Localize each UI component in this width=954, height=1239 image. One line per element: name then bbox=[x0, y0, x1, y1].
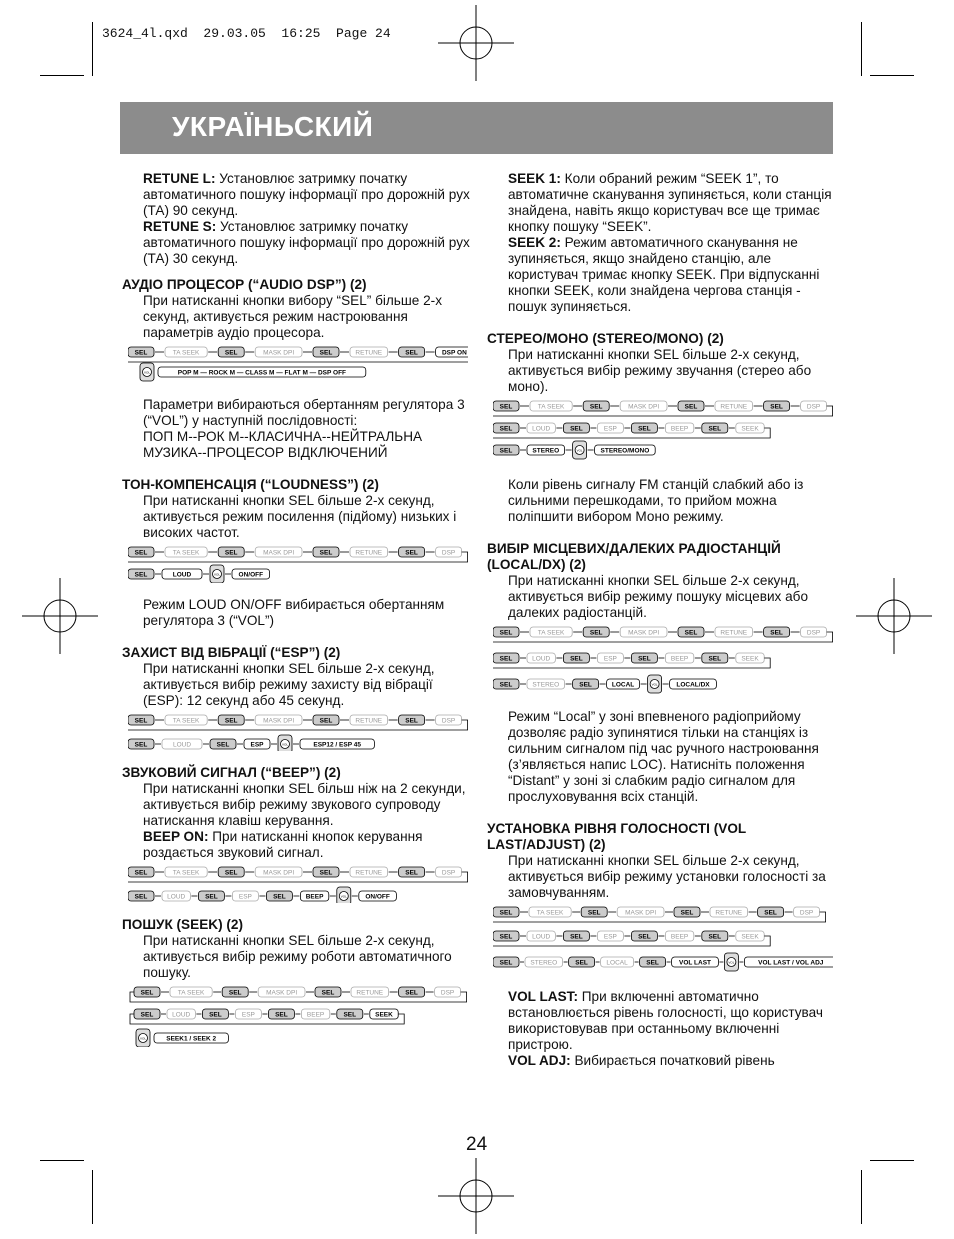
flow-label: RETUNE bbox=[355, 869, 383, 877]
flow-label: SEEK bbox=[741, 425, 759, 433]
sel-label: SEL bbox=[319, 549, 333, 557]
sel-label: SEL bbox=[587, 909, 601, 917]
flow-label: TA SEEK bbox=[172, 349, 200, 357]
vol-adj-paragraph bbox=[508, 1053, 837, 1069]
file-slug: 3624_4l.qxd 29.03.05 16:25 Page 24 bbox=[102, 26, 391, 41]
sel-label: SEL bbox=[589, 629, 603, 637]
vol-adj-label: VOL ADJ: bbox=[508, 1053, 571, 1068]
section-text-local: При натисканні кнопки SEL більше 2-х секунд, активується вибір режиму пошуку місцевих або далеких радіостанцій. bbox=[508, 573, 809, 620]
sel-label: SEL bbox=[579, 681, 592, 689]
retune-s-text: Установлює затримку початку автоматичного пошуку інформації про дорожній рух (ТА) 30 секунд. bbox=[143, 219, 470, 266]
flow-label: BEEP bbox=[670, 425, 689, 433]
vol-knob-label: VOL bbox=[281, 742, 289, 747]
sel-label: SEL bbox=[575, 959, 588, 967]
sel-label: SEL bbox=[499, 933, 513, 941]
vol-knob-label: VOL bbox=[340, 894, 347, 899]
flow-label: TA SEEK bbox=[537, 403, 565, 411]
sel-label: SEL bbox=[319, 717, 333, 725]
section-text-esp: При натисканні кнопки SEL більше 2-х секунд, активується вибір режиму захисту від вібрації (ESP): 12 секунд або 45 секунд. bbox=[143, 661, 435, 708]
sel-label: SEL bbox=[708, 655, 722, 663]
sel-label: SEL bbox=[638, 425, 651, 433]
sel-label: SEL bbox=[770, 629, 783, 637]
page-number: 24 bbox=[466, 1134, 488, 1155]
seek-flow-diagram bbox=[128, 985, 468, 1047]
vol-knob-label: VOL bbox=[728, 960, 735, 965]
section-heading-seek: ПОШУК (SEEK) (2) bbox=[122, 917, 243, 932]
seek1-paragraph bbox=[508, 171, 837, 235]
flow-label: ESP bbox=[250, 741, 264, 749]
sel-label: SEL bbox=[684, 629, 698, 637]
dsp-params-text: Параметри вибираються обертанням регулятора 3 (“VOL”) у наступній послідовності: bbox=[143, 397, 465, 428]
vol-adj-text: Вибирається початковий рівень bbox=[570, 1053, 775, 1068]
esp-flow-diagram bbox=[128, 713, 468, 751]
flow-label: VOL LAST / VOL ADJ bbox=[758, 959, 824, 967]
flow-label: LOUD bbox=[172, 741, 192, 749]
flow-label: STEREO/MONO bbox=[600, 447, 650, 455]
flow-label: MASK DPI bbox=[628, 403, 660, 411]
flow-label: BEEP bbox=[305, 893, 324, 901]
flow-label: DSP bbox=[806, 403, 821, 411]
flow-label: LOUD bbox=[172, 571, 192, 579]
vol-last-text: При включенні автоматично встановлюється рівень голосності, що користувач використовував при останньому включенні пристрою. bbox=[508, 989, 823, 1052]
flow-label: MASK DPI bbox=[263, 869, 295, 877]
flow-label: DSP bbox=[440, 989, 455, 997]
section-text-volume: При натисканні кнопки SEL більше 2-х секунд, активується вибір режиму установки голосності за замовчуванням. bbox=[508, 853, 826, 900]
sel-label: SEL bbox=[405, 989, 418, 997]
sel-label: SEL bbox=[134, 741, 148, 749]
seek2-paragraph bbox=[508, 235, 837, 315]
flow-label: TA SEEK bbox=[172, 869, 200, 877]
sel-label: SEL bbox=[216, 741, 230, 749]
flow-label: BEEP bbox=[670, 655, 689, 663]
vol-knob-label: VOL bbox=[576, 448, 583, 453]
loudness-flow-diagram bbox=[128, 545, 468, 583]
sel-label: SEL bbox=[708, 933, 722, 941]
crop-mark bbox=[861, 22, 862, 76]
sel-label: SEL bbox=[205, 893, 218, 901]
vol-last-paragraph bbox=[508, 989, 837, 1053]
vol-knob-label: VOL bbox=[651, 682, 658, 687]
crop-mark bbox=[870, 75, 914, 76]
flow-label: TA SEEK bbox=[177, 989, 205, 997]
flow-label: RETUNE bbox=[720, 629, 748, 637]
seek2-label: SEEK 2: bbox=[508, 235, 561, 250]
sel-label: SEL bbox=[224, 549, 238, 557]
sel-label: SEL bbox=[638, 933, 651, 941]
vol-knob-label: VOL bbox=[143, 370, 151, 375]
volume-flow-diagram bbox=[493, 905, 833, 975]
title-banner bbox=[120, 102, 833, 154]
sel-label: SEL bbox=[499, 909, 513, 917]
right-column bbox=[487, 171, 837, 1069]
crop-mark bbox=[92, 22, 93, 76]
left-column bbox=[122, 171, 472, 1051]
sel-label: SEL bbox=[228, 989, 242, 997]
flow-label: VOL LAST bbox=[678, 959, 712, 967]
flow-label: DSP bbox=[806, 629, 821, 637]
page-title: УКРАЇНЬСКИЙ bbox=[172, 111, 374, 142]
crop-mark bbox=[40, 1160, 84, 1161]
flow-label: RETUNE bbox=[356, 989, 384, 997]
section-text-stereo: При натисканні кнопки SEL більше 2-х секунд, активується вибір режиму звучання (стерео або моно). bbox=[508, 347, 812, 394]
sel-label: SEL bbox=[499, 425, 513, 433]
registration-mark-icon bbox=[438, 1158, 514, 1234]
flow-label: LOUD bbox=[172, 1011, 191, 1019]
flow-label: STEREO bbox=[532, 681, 560, 689]
stereo-flow-diagram bbox=[493, 399, 833, 463]
sel-label: SEL bbox=[140, 989, 154, 997]
sel-label: SEL bbox=[224, 349, 238, 357]
vol-knob-label: VOL bbox=[213, 572, 221, 577]
retune-l-label: RETUNE L: bbox=[143, 171, 216, 186]
sel-label: SEL bbox=[134, 869, 148, 877]
sel-label: SEL bbox=[405, 717, 418, 725]
vol-last-label: VOL LAST: bbox=[508, 989, 578, 1004]
sel-label: SEL bbox=[209, 1011, 222, 1019]
sel-label: SEL bbox=[134, 549, 148, 557]
flow-label: DSP ON bbox=[441, 349, 467, 357]
sel-label: SEL bbox=[638, 655, 651, 663]
flow-label: TA SEEK bbox=[172, 717, 200, 725]
section-heading-stereo: СТЕРЕО/МОНО (STEREO/MONO) (2) bbox=[487, 331, 724, 346]
flow-label: ON/OFF bbox=[365, 893, 390, 901]
flow-label: SEEK bbox=[741, 655, 759, 663]
flow-label: LOUD bbox=[532, 933, 551, 941]
retune-l-paragraph bbox=[143, 171, 472, 219]
section-heading-local: ВИБІР МІСЦЕВИХ/ДАЛЕКИХ РАДІОСТАНЦІЙ (LOCAL/DX) (2) bbox=[487, 541, 781, 572]
crop-mark bbox=[861, 1170, 862, 1224]
flow-label: RETUNE bbox=[715, 909, 743, 917]
flow-label: DSP bbox=[799, 909, 814, 917]
section-text-loudness: При натисканні кнопки SEL більше 2-х секунд, активується режим посилення (підйому) низьких і високих частот. bbox=[143, 493, 457, 540]
retune-s-label: RETUNE S: bbox=[143, 219, 217, 234]
local-note: Режим “Local” у зоні впевненого радіоприйому дозволяє радіо зупинятися тільки на станціях із сильним сигналом під час ручного настроювання (з’являється напис LOC). Натисніть положення “Distant” у зоні зі слабким радіо сигналом для прослуховування всіх станцій. bbox=[508, 709, 819, 804]
flow-label: SEEK bbox=[741, 933, 759, 941]
flow-label: BEEP bbox=[306, 1011, 325, 1019]
flow-label: POP M — ROCK M — CLASS M — FLAT M — DSP OFF bbox=[177, 369, 347, 377]
section-heading-dsp: АУДІО ПРОЦЕСОР (“AUDIO DSP”) (2) bbox=[122, 277, 367, 292]
sel-label: SEL bbox=[224, 869, 238, 877]
flow-label: MASK DPI bbox=[263, 717, 295, 725]
crop-mark bbox=[870, 1160, 914, 1161]
flow-label: SEEK1 / SEEK 2 bbox=[166, 1035, 217, 1043]
section-text-beep: При натисканні кнопки SEL більш ніж на 2 секунди, активується вибір режиму звукового супроводу натискання клавіш керування. bbox=[143, 781, 466, 828]
registration-mark-icon bbox=[856, 578, 932, 654]
flow-label: MASK DPI bbox=[625, 909, 657, 917]
stereo-note: Коли рівень сигналу FM станцій слабкий або із сильними перешкодами, то прийом можна поліпшити вибором Моно режиму. bbox=[508, 477, 804, 524]
flow-label: LOCAL bbox=[611, 681, 635, 689]
flow-label: BEEP bbox=[670, 933, 689, 941]
flow-label: MASK DPI bbox=[266, 989, 298, 997]
sel-label: SEL bbox=[224, 717, 238, 725]
sel-label: SEL bbox=[589, 403, 603, 411]
sel-label: SEL bbox=[134, 349, 148, 357]
flow-label: LOCAL bbox=[606, 959, 628, 967]
seek2-text: Режим автоматичного сканування не зупиняється, якщо знайдено станцію, але користувач тримає кнопку SEEK. При відпусканні кнопки SEEK, коли знайдена чергова станція - пошук зупиняється. bbox=[508, 235, 820, 314]
flow-label: STEREO bbox=[532, 447, 560, 455]
flow-label: LOUD bbox=[532, 425, 551, 433]
section-heading-beep: ЗВУКОВИЙ СИГНАЛ (“BEEP”) (2) bbox=[122, 765, 341, 780]
dsp-sequence-text: ПОП М--РОК М--КЛАСИЧНА--НЕЙТРАЛЬНА МУЗИКА--ПРОЦЕСОР ВІДКЛЮЧЕНИЙ bbox=[143, 429, 423, 460]
crop-mark bbox=[92, 1170, 93, 1224]
flow-label: TA SEEK bbox=[537, 629, 565, 637]
vol-knob-label: VOL bbox=[139, 1036, 147, 1041]
sel-label: SEL bbox=[140, 1011, 154, 1019]
retune-s-paragraph bbox=[143, 219, 472, 267]
flow-label: DSP bbox=[441, 869, 456, 877]
crop-mark bbox=[40, 75, 84, 76]
seek1-label: SEEK 1: bbox=[508, 171, 561, 186]
flow-label: ESP bbox=[603, 655, 617, 663]
registration-mark-icon bbox=[22, 578, 98, 654]
sel-label: SEL bbox=[499, 403, 513, 411]
retune-l-text: Установлює затримку початку автоматичного пошуку інформації про дорожній рух (ТА) 90 секунд. bbox=[143, 171, 470, 218]
sel-label: SEL bbox=[499, 447, 513, 455]
dsp-flow-diagram bbox=[128, 345, 468, 383]
sel-label: SEL bbox=[680, 909, 694, 917]
section-heading-volume: УСТАНОВКА РІВНЯ ГОЛОСНОСТІ (VOL LAST/ADJUST) (2) bbox=[487, 821, 746, 852]
sel-label: SEL bbox=[499, 959, 513, 967]
sel-label: SEL bbox=[570, 933, 583, 941]
flow-label: MASK DPI bbox=[263, 549, 295, 557]
section-heading-loudness: ТОН-КОМПЕНСАЦІЯ (“LOUDNESS”) (2) bbox=[122, 477, 379, 492]
flow-label: STEREO bbox=[530, 959, 558, 967]
flow-label: LOUD bbox=[167, 893, 186, 901]
sel-label: SEL bbox=[273, 893, 286, 901]
flow-label: SEEK bbox=[375, 1011, 393, 1019]
sel-label: SEL bbox=[405, 549, 418, 557]
flow-label: RETUNE bbox=[720, 403, 748, 411]
sel-label: SEL bbox=[321, 989, 335, 997]
sel-label: SEL bbox=[134, 717, 148, 725]
sel-label: SEL bbox=[570, 655, 583, 663]
sel-label: SEL bbox=[684, 403, 698, 411]
flow-label: RETUNE bbox=[355, 549, 383, 557]
flow-label: DSP bbox=[441, 717, 456, 725]
beep-on-label: BEEP ON: bbox=[143, 829, 209, 844]
flow-label: DSP bbox=[441, 549, 456, 557]
section-heading-esp: ЗАХИСТ ВІД ВІБРАЦІЇ (“ESP”) (2) bbox=[122, 645, 341, 660]
sel-label: SEL bbox=[275, 1011, 288, 1019]
sel-label: SEL bbox=[343, 1011, 357, 1019]
local-flow-diagram bbox=[493, 625, 833, 695]
beep-flow-diagram bbox=[128, 865, 468, 903]
sel-label: SEL bbox=[646, 959, 659, 967]
flow-label: ESP12 / ESP 45 bbox=[313, 741, 361, 749]
beep-on-paragraph bbox=[143, 829, 472, 861]
section-text-seek: При натисканні кнопки SEL більше 2-х секунд, активується вибір режиму роботи автоматичного пошуку. bbox=[143, 933, 452, 980]
flow-label: MASK DPI bbox=[628, 629, 660, 637]
registration-mark-icon bbox=[438, 5, 514, 81]
sel-label: SEL bbox=[499, 629, 513, 637]
flow-label: ESP bbox=[603, 933, 617, 941]
flow-label: ESP bbox=[241, 1011, 255, 1019]
flow-label: TA SEEK bbox=[536, 909, 564, 917]
sel-label: SEL bbox=[499, 681, 513, 689]
flow-label: LOUD bbox=[532, 655, 551, 663]
seek1-text: Коли обраний режим “SEEK 1”, то автоматичне сканування зупиняється, коли станція знайдена, навіть якщо користувач все ще тримає кнопку пошуку “SEEK”. bbox=[508, 171, 832, 234]
sel-label: SEL bbox=[134, 571, 148, 579]
sel-label: SEL bbox=[319, 869, 333, 877]
flow-label: ESP bbox=[603, 425, 617, 433]
flow-label: RETUNE bbox=[355, 349, 383, 357]
flow-label: TA SEEK bbox=[172, 549, 200, 557]
sel-label: SEL bbox=[405, 349, 418, 357]
section-text-dsp: При натисканні кнопки вибору “SEL” більше 2-х секунд, активується режим настроювання параметрів аудіо процесора. bbox=[143, 293, 443, 340]
flow-label: ON/OFF bbox=[238, 571, 264, 579]
flow-label: LOCAL/DX bbox=[676, 681, 710, 689]
sel-label: SEL bbox=[405, 869, 418, 877]
sel-label: SEL bbox=[764, 909, 777, 917]
sel-label: SEL bbox=[499, 655, 513, 663]
sel-label: SEL bbox=[134, 893, 148, 901]
sel-label: SEL bbox=[708, 425, 722, 433]
sel-label: SEL bbox=[570, 425, 583, 433]
flow-label: ESP bbox=[238, 893, 252, 901]
sel-label: SEL bbox=[770, 403, 783, 411]
sel-label: SEL bbox=[319, 349, 333, 357]
flow-label: RETUNE bbox=[355, 717, 383, 725]
beep-on-text: При натисканні кнопок керування роздається звуковий сигнал. bbox=[143, 829, 423, 860]
flow-label: MASK DPI bbox=[263, 349, 295, 357]
loudness-note: Режим LOUD ON/OFF вибирається обертанням регулятора 3 (“VOL”) bbox=[143, 597, 445, 628]
